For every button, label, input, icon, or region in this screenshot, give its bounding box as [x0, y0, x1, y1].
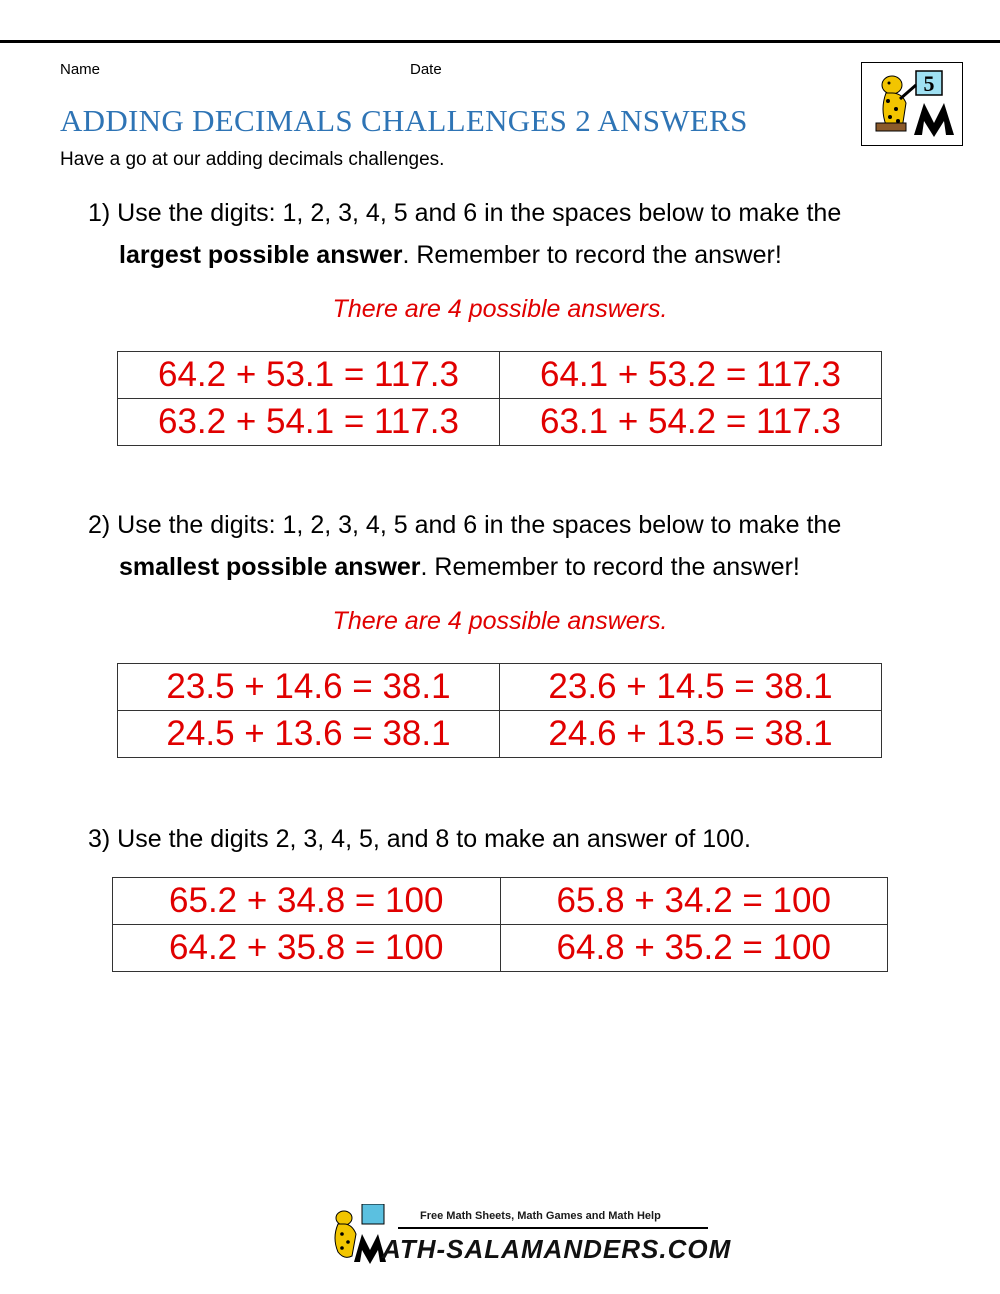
- grade-badge: 5: [923, 71, 935, 96]
- answer-cell: 24.6 + 13.5 = 38.1: [500, 711, 882, 758]
- table-row: [118, 664, 882, 711]
- answer-cell: 23.5 + 14.6 = 38.1: [118, 664, 500, 711]
- date-label: Date: [410, 61, 442, 78]
- question-2: [88, 504, 948, 588]
- top-rule: [0, 40, 1000, 43]
- table-row: [118, 711, 882, 758]
- footer-rule: [398, 1227, 708, 1229]
- answer-table-1: [117, 351, 882, 446]
- table-row: [113, 925, 888, 972]
- table-row: [118, 399, 882, 446]
- name-label: Name: [60, 61, 101, 78]
- table-row: [113, 878, 888, 925]
- question-3: [88, 818, 948, 860]
- answer-cell: 64.2 + 35.8 = 100: [113, 925, 501, 972]
- answer-cell: 63.2 + 54.1 = 117.3: [118, 399, 500, 446]
- footer-tagline: Free Math Sheets, Math Games and Math Help: [420, 1210, 661, 1222]
- page-title: ADDING DECIMALS CHALLENGES 2 ANSWERS: [60, 103, 748, 138]
- grade-logo: [861, 62, 963, 146]
- answer-table-2: [117, 663, 882, 758]
- question-2-rest: . Remember to record the answer!: [420, 553, 800, 581]
- answer-cell: 64.1 + 53.2 = 117.3: [500, 352, 882, 399]
- question-2-line1: 2) Use the digits: 1, 2, 3, 4, 5 and 6 in the spaces below to make the: [88, 511, 842, 539]
- question-3-line1: 3) Use the digits 2, 3, 4, 5, and 8 to make an answer of 100.: [88, 825, 751, 853]
- question-1-bold: largest possible answer: [119, 241, 403, 269]
- answer-cell: 23.6 + 14.5 = 38.1: [500, 664, 882, 711]
- answer-cell: 63.1 + 54.2 = 117.3: [500, 399, 882, 446]
- salamander-logo-icon: [862, 63, 962, 145]
- answer-cell: 24.5 + 13.6 = 38.1: [118, 711, 500, 758]
- intro-text: Have a go at our adding decimals challenges.: [60, 149, 445, 170]
- question-1: [88, 192, 948, 276]
- answer-cell: 65.2 + 34.8 = 100: [113, 878, 501, 925]
- answer-cell: 64.8 + 35.2 = 100: [500, 925, 888, 972]
- table-row: [118, 352, 882, 399]
- footer-salamander-icon: [326, 1204, 388, 1266]
- question-2-note: There are 4 possible answers.: [332, 607, 668, 635]
- question-1-note: There are 4 possible answers.: [332, 295, 668, 323]
- question-1-line1: 1) Use the digits: 1, 2, 3, 4, 5 and 6 in the spaces below to make the: [88, 199, 842, 227]
- answer-cell: 65.8 + 34.2 = 100: [500, 878, 888, 925]
- question-1-rest: . Remember to record the answer!: [402, 241, 782, 269]
- footer-site-name: ATH-SALAMANDERS.COM: [382, 1234, 732, 1264]
- answer-table-3: [112, 877, 888, 972]
- answer-cell: 64.2 + 53.1 = 117.3: [118, 352, 500, 399]
- question-2-bold: smallest possible answer: [119, 553, 421, 581]
